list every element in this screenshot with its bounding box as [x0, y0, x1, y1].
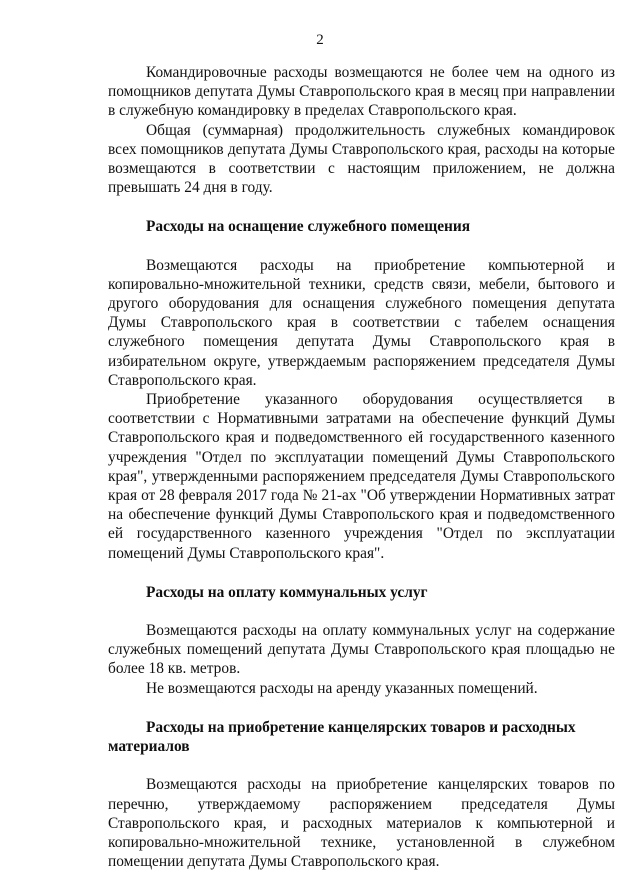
paragraph: Не возмещаются расходы на аренду указанных помещений.	[146, 679, 538, 697]
paragraph: Общая (суммарная) продолжительность служебных командировок всех помощников депутата Думы Ставропольского края, расходы на которые возмещаются в соответствии с настоящим приложением, не должна превышать 24 дня в году.	[108, 121, 615, 197]
section-heading-stationery: Расходы на приобретение канцелярских товаров и расходных материалов	[108, 718, 576, 756]
paragraph: Приобретение указанного оборудования осуществляется в соответствии с Нормативными затратами на обеспечение функций Думы Ставропольского края и подведомственного ей государственного казенного учреждения "Отдел по эксплуатации помещений Думы Ставропольского края", утвержденными распоряжением председателя Думы Ставропольского края от 28 февраля 2017 года № 21-ах "Об утверждении Нормативных затрат на обеспечение функций Думы Ставропольского края и подведомственного ей государственного казенного учреждения "Отдел по эксплуатации помещений Думы Ставропольского края".	[108, 391, 615, 562]
document-body	[108, 63, 615, 871]
paragraph: Командировочные расходы возмещаются не более чем на одного из помощников депутата Думы Ставропольского края в месяц при направлении в служебную командировку в пределах Ставропольского края.	[108, 64, 615, 120]
paragraph: Возмещаются расходы на оплату коммунальных услуг на содержание служебных помещений депутата Думы Ставропольского края площадью не более 18 кв. метров.	[108, 622, 615, 678]
paragraph: Возмещаются расходы на приобретение канцелярских товаров по перечню, утверждаемому распоряжением председателя Думы Ставропольского края, и расходных материалов к компьютерной и копировально-множительной технике, установленной в служебном помещении депутата Думы Ставропольского края.	[108, 776, 615, 871]
section-heading-utilities: Расходы на оплату коммунальных услуг	[146, 583, 428, 601]
section-heading-equipment: Расходы на оснащение служебного помещения	[146, 218, 471, 236]
paragraph: Возмещаются расходы на приобретение компьютерной и копировально-множительной техники, средств связи, мебели, бытового и другого оборудования для оснащения служебного помещения депутата Думы Ставропольского края в соответствии с табелем оснащения служебного помещения депутата Думы Ставропольского края в избирательном округе, утверждаемым распоряжением председателя Думы Ставропольского края.	[108, 256, 615, 389]
page-number: 2	[316, 32, 324, 48]
